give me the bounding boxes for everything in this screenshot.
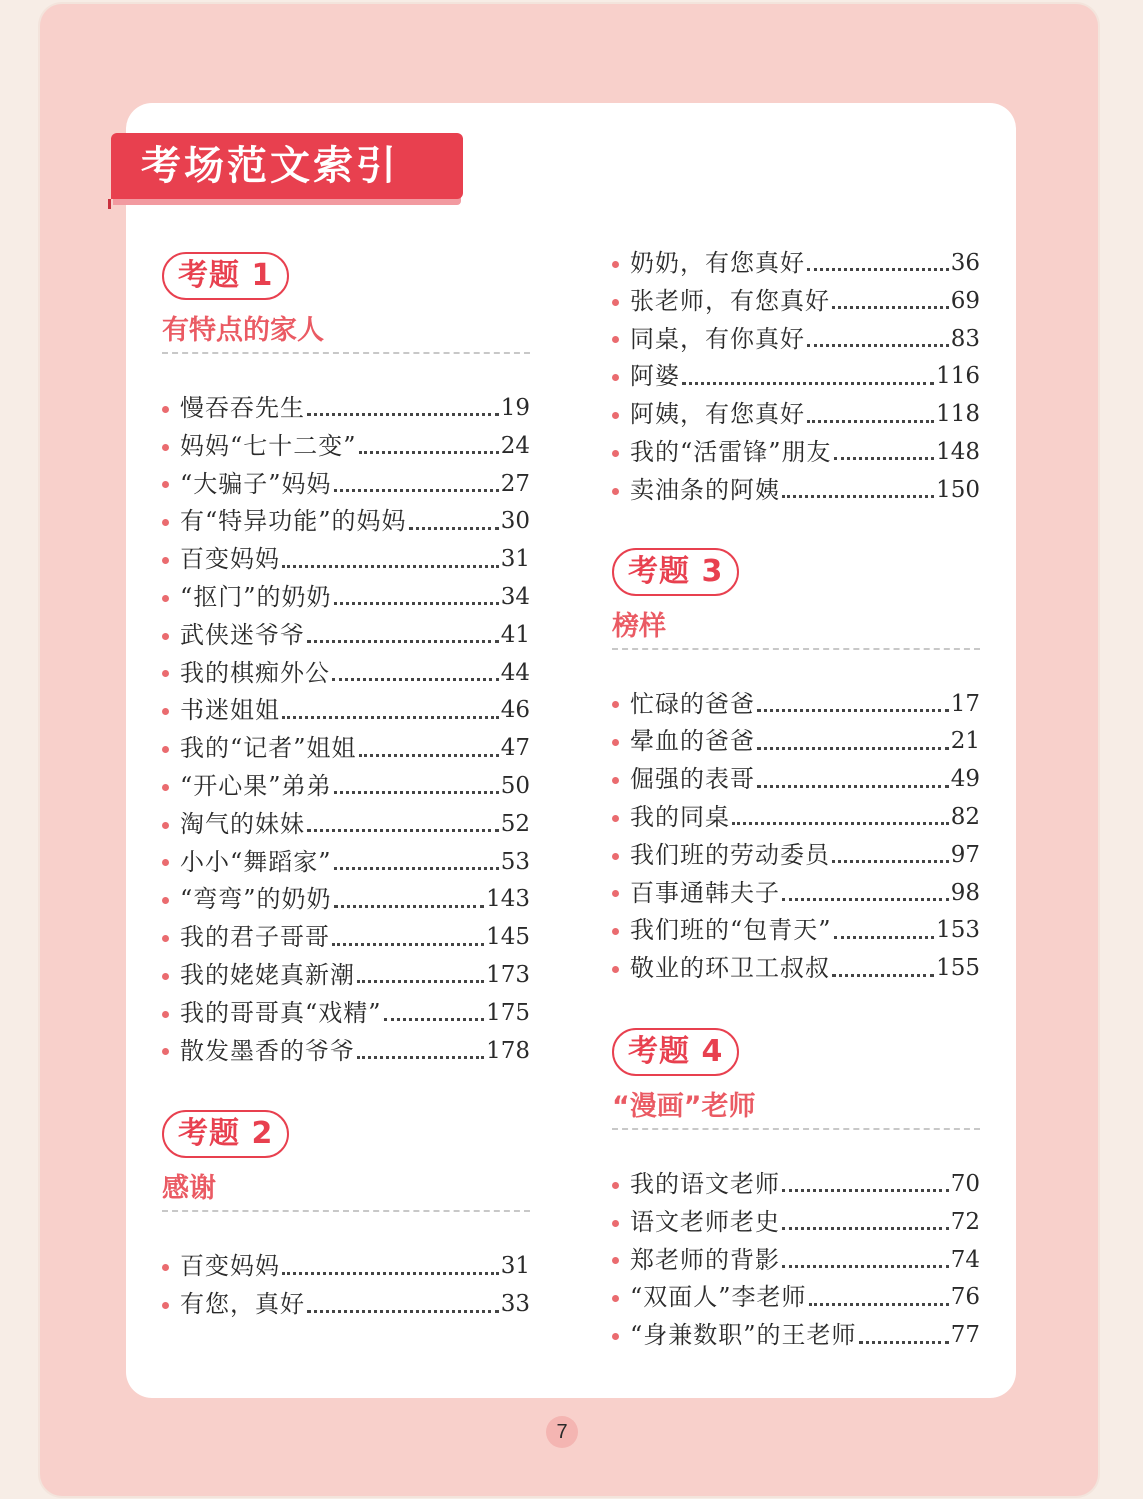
topic-subtitle: “漫画”老师 <box>612 1090 980 1130</box>
topic-subtitle: 有特点的家人 <box>162 314 530 354</box>
dotted-leader <box>357 1056 484 1059</box>
index-entry[interactable] <box>612 875 980 913</box>
dotted-leader <box>757 747 949 750</box>
entry-page-number: 46 <box>500 697 530 724</box>
index-entry[interactable] <box>612 1279 980 1317</box>
index-entry[interactable] <box>162 806 530 844</box>
dotted-leader <box>282 1272 499 1275</box>
bullet-dot-icon <box>612 1220 619 1227</box>
entry-title: 我的“记者”姐姐 <box>180 734 357 763</box>
bullet-dot-icon <box>162 406 169 413</box>
entry-page-number: 98 <box>950 879 980 906</box>
entry-page-number: 148 <box>936 438 980 465</box>
topic-badge: 考题 2 <box>162 1110 289 1158</box>
entry-title: 我的“活雷锋”朋友 <box>630 437 832 466</box>
entry-page-number: 77 <box>950 1322 980 1349</box>
dotted-leader <box>832 860 949 863</box>
entry-page-number: 34 <box>500 583 530 610</box>
entry-title: “开心果”弟弟 <box>180 771 332 800</box>
bullet-dot-icon <box>162 557 169 564</box>
entry-page-number: 44 <box>500 659 530 686</box>
dotted-leader <box>359 754 499 757</box>
entry-title: 晕血的爸爸 <box>630 727 755 756</box>
topic-badge: 考题 4 <box>612 1028 739 1076</box>
entry-title: “弯弯”的奶奶 <box>180 885 332 914</box>
bullet-dot-icon <box>162 1302 169 1309</box>
entry-page-number: 76 <box>950 1284 980 1311</box>
entry-page-number: 17 <box>950 690 980 717</box>
entry-page-number: 116 <box>936 363 980 390</box>
entry-page-number: 150 <box>936 476 980 503</box>
bullet-dot-icon <box>162 1048 169 1055</box>
index-entry[interactable] <box>612 837 980 875</box>
entry-title: 慢吞吞先生 <box>180 394 305 422</box>
entry-page-number: 47 <box>500 735 530 762</box>
bullet-dot-icon <box>162 1264 169 1271</box>
index-entry[interactable] <box>612 1317 980 1355</box>
entry-title: 百变妈妈 <box>180 545 280 574</box>
dotted-leader <box>282 565 499 568</box>
dotted-leader <box>359 451 499 454</box>
entry-page-number: 69 <box>950 287 980 314</box>
entry-page-number: 27 <box>500 470 530 497</box>
index-entry[interactable] <box>612 283 980 321</box>
entry-title: 敬业的环卫工叔叔 <box>630 954 830 983</box>
dotted-leader <box>334 867 499 870</box>
bullet-dot-icon <box>612 1295 619 1302</box>
bullet-dot-icon <box>612 739 619 746</box>
index-entry[interactable] <box>162 692 530 730</box>
bullet-dot-icon <box>612 374 619 381</box>
index-entry[interactable] <box>162 428 530 466</box>
bullet-dot-icon <box>612 336 619 343</box>
index-entry[interactable] <box>612 799 980 837</box>
entry-title: 我们班的劳动委员 <box>630 840 830 869</box>
entry-page-number: 175 <box>486 999 530 1026</box>
bullet-dot-icon <box>162 444 169 451</box>
bullet-dot-icon <box>162 708 169 715</box>
entry-list <box>612 686 980 988</box>
entry-page-number: 52 <box>500 810 530 837</box>
index-entry[interactable] <box>612 723 980 761</box>
entry-title: 淘气的妹妹 <box>180 809 305 838</box>
bullet-dot-icon <box>162 973 169 980</box>
bullet-dot-icon <box>162 784 169 791</box>
dotted-leader <box>334 905 485 908</box>
entry-page-number: 31 <box>500 1253 530 1280</box>
dotted-leader <box>732 822 949 825</box>
entry-page-number: 36 <box>950 250 980 276</box>
index-entry[interactable] <box>612 434 980 472</box>
dotted-leader <box>782 898 949 901</box>
dotted-leader <box>832 974 934 977</box>
left-column <box>162 252 530 1324</box>
bullet-dot-icon <box>612 1182 619 1189</box>
entry-title: 阿婆 <box>630 362 680 391</box>
entry-title: 同桌，有你真好 <box>630 324 805 353</box>
dotted-leader <box>807 344 949 347</box>
entry-page-number: 83 <box>950 325 980 352</box>
entry-page-number: 31 <box>500 546 530 573</box>
entry-page-number: 97 <box>950 841 980 868</box>
dotted-leader <box>832 306 949 309</box>
index-entry[interactable] <box>162 503 530 541</box>
entry-title: 阿姨，有您真好 <box>630 400 805 429</box>
index-entry[interactable] <box>612 396 980 434</box>
entry-page-number: 53 <box>500 848 530 875</box>
bullet-dot-icon <box>612 261 619 268</box>
index-entry[interactable] <box>612 761 980 799</box>
index-entry[interactable] <box>162 655 530 693</box>
entry-title: 张老师，有您真好 <box>630 286 830 315</box>
entry-title: 我的棋痴外公 <box>180 658 330 687</box>
dotted-leader <box>834 457 935 460</box>
bullet-dot-icon <box>162 746 169 753</box>
entry-title: 武侠迷爷爷 <box>180 620 305 649</box>
page-number: 7 <box>546 1416 578 1448</box>
index-entry[interactable] <box>162 844 530 882</box>
dotted-leader <box>307 640 499 643</box>
dotted-leader <box>782 1189 949 1192</box>
entry-page-number: 155 <box>936 955 980 982</box>
bullet-dot-icon <box>612 777 619 784</box>
entry-title: 我的同桌 <box>630 802 730 831</box>
entry-list <box>612 245 980 510</box>
entry-title: 散发墨香的爷爷 <box>180 1036 355 1065</box>
dotted-leader <box>307 413 499 416</box>
index-entry[interactable] <box>612 245 980 283</box>
dotted-leader <box>859 1341 949 1344</box>
entry-title: 有“特异功能”的妈妈 <box>180 507 407 536</box>
index-entry[interactable] <box>162 1248 530 1286</box>
entry-page-number: 145 <box>486 924 530 951</box>
entry-title: 我们班的“包青天” <box>630 916 832 945</box>
dotted-leader <box>282 716 499 719</box>
dotted-leader <box>307 829 499 832</box>
index-entry[interactable] <box>162 957 530 995</box>
index-entry[interactable] <box>162 919 530 957</box>
dotted-leader <box>334 791 499 794</box>
bullet-dot-icon <box>612 815 619 822</box>
bullet-dot-icon <box>162 897 169 904</box>
index-entry[interactable] <box>612 950 980 988</box>
entry-title: “抠门”的奶奶 <box>180 582 332 611</box>
entry-title: 我的语文老师 <box>630 1169 780 1198</box>
index-entry[interactable] <box>612 321 980 359</box>
entry-page-number: 30 <box>500 508 530 535</box>
entry-title: “大骗子”妈妈 <box>180 469 332 498</box>
index-entry[interactable] <box>612 1166 980 1204</box>
entry-title: 我的君子哥哥 <box>180 923 330 952</box>
bullet-dot-icon <box>162 481 169 488</box>
bullet-dot-icon <box>162 1011 169 1018</box>
bullet-dot-icon <box>162 935 169 942</box>
index-entry[interactable] <box>162 768 530 806</box>
entry-page-number: 173 <box>486 961 530 988</box>
entry-page-number: 153 <box>936 917 980 944</box>
bullet-dot-icon <box>612 701 619 708</box>
entry-title: 我的姥姥真新潮 <box>180 960 355 989</box>
entry-title: 忙碌的爸爸 <box>630 689 755 718</box>
dotted-leader <box>409 527 499 530</box>
right-column <box>612 245 980 1355</box>
index-entry[interactable] <box>162 995 530 1033</box>
entry-title: 奶奶，有您真好 <box>630 249 805 277</box>
bullet-dot-icon <box>162 633 169 640</box>
index-entry[interactable] <box>162 1286 530 1324</box>
topic-group <box>162 252 530 1070</box>
bullet-dot-icon <box>612 1257 619 1264</box>
entry-page-number: 74 <box>950 1246 980 1273</box>
bullet-dot-icon <box>162 519 169 526</box>
entry-title: 倔强的表哥 <box>630 765 755 794</box>
dotted-leader <box>334 489 499 492</box>
bullet-dot-icon <box>612 450 619 457</box>
entry-title: “双面人”李老师 <box>630 1283 807 1312</box>
entry-page-number: 178 <box>486 1037 530 1064</box>
entry-title: 卖油条的阿姨 <box>630 475 780 504</box>
dotted-leader <box>757 785 949 788</box>
entry-page-number: 82 <box>950 803 980 830</box>
entry-page-number: 19 <box>500 395 530 421</box>
bullet-dot-icon <box>612 890 619 897</box>
bullet-dot-icon <box>162 822 169 829</box>
index-entry[interactable] <box>612 912 980 950</box>
index-entry[interactable] <box>162 881 530 919</box>
entry-list <box>612 1166 980 1355</box>
entry-page-number: 143 <box>486 886 530 913</box>
bullet-dot-icon <box>162 595 169 602</box>
entry-title: 妈妈“七十二变” <box>180 431 357 460</box>
bullet-dot-icon <box>612 299 619 306</box>
entry-page-number: 72 <box>950 1208 980 1235</box>
index-entry[interactable] <box>162 1033 530 1071</box>
entry-page-number: 21 <box>950 728 980 755</box>
dotted-leader <box>782 1227 949 1230</box>
dotted-leader <box>334 602 499 605</box>
index-entry[interactable] <box>162 617 530 655</box>
dotted-leader <box>807 420 934 423</box>
dotted-leader <box>757 709 949 712</box>
index-entry[interactable] <box>162 541 530 579</box>
dotted-leader <box>782 1265 949 1268</box>
dotted-leader <box>834 936 935 939</box>
index-entry[interactable] <box>162 730 530 768</box>
entry-title: 郑老师的背影 <box>630 1245 780 1274</box>
entry-title: 有您，真好 <box>180 1290 305 1319</box>
dotted-leader <box>807 268 949 271</box>
bullet-dot-icon <box>612 966 619 973</box>
entry-page-number: 118 <box>936 401 980 428</box>
index-entry[interactable] <box>612 1204 980 1242</box>
index-entry[interactable] <box>612 472 980 510</box>
dotted-leader <box>809 1303 949 1306</box>
dotted-leader <box>782 495 934 498</box>
entry-title: 我的哥哥真“戏精” <box>180 998 382 1027</box>
topic-group <box>612 1028 980 1355</box>
entry-page-number: 33 <box>500 1291 530 1318</box>
bullet-dot-icon <box>612 488 619 495</box>
entry-list <box>162 1248 530 1324</box>
entry-page-number: 49 <box>950 766 980 793</box>
topic-subtitle: 榜样 <box>612 610 980 650</box>
dotted-leader <box>332 943 484 946</box>
entry-title: “身兼数职”的王老师 <box>630 1321 857 1350</box>
dotted-leader <box>357 980 484 983</box>
entry-title: 小小“舞蹈家” <box>180 847 332 876</box>
entry-page-number: 50 <box>500 772 530 799</box>
entry-page-number: 70 <box>950 1170 980 1197</box>
bullet-dot-icon <box>162 859 169 866</box>
index-entry[interactable] <box>162 466 530 504</box>
bullet-dot-icon <box>162 670 169 677</box>
entry-page-number: 41 <box>500 621 530 648</box>
topic-group <box>612 548 980 988</box>
topic-badge: 考题 3 <box>612 548 739 596</box>
index-entry[interactable] <box>612 1242 980 1280</box>
bullet-dot-icon <box>612 1333 619 1340</box>
dotted-leader <box>332 678 499 681</box>
bullet-dot-icon <box>612 853 619 860</box>
topic-subtitle: 感谢 <box>162 1172 530 1212</box>
entry-title: 百事通韩夫子 <box>630 878 780 907</box>
dotted-leader <box>307 1310 499 1313</box>
page-title: 考场范文索引 <box>111 133 463 199</box>
entry-title: 语文老师老史 <box>630 1207 780 1236</box>
index-entry[interactable] <box>162 579 530 617</box>
entry-title: 书迷姐姐 <box>180 696 280 725</box>
topic-group <box>162 1110 530 1324</box>
dotted-leader <box>384 1018 485 1021</box>
entry-list <box>162 390 530 1070</box>
bullet-dot-icon <box>612 928 619 935</box>
bullet-dot-icon <box>612 412 619 419</box>
dotted-leader <box>682 382 934 385</box>
index-entry[interactable] <box>162 390 530 428</box>
entry-page-number: 24 <box>500 432 530 459</box>
entry-title: 百变妈妈 <box>180 1252 280 1281</box>
topic-badge: 考题 1 <box>162 252 289 300</box>
index-entry[interactable] <box>612 686 980 724</box>
index-entry[interactable] <box>612 358 980 396</box>
